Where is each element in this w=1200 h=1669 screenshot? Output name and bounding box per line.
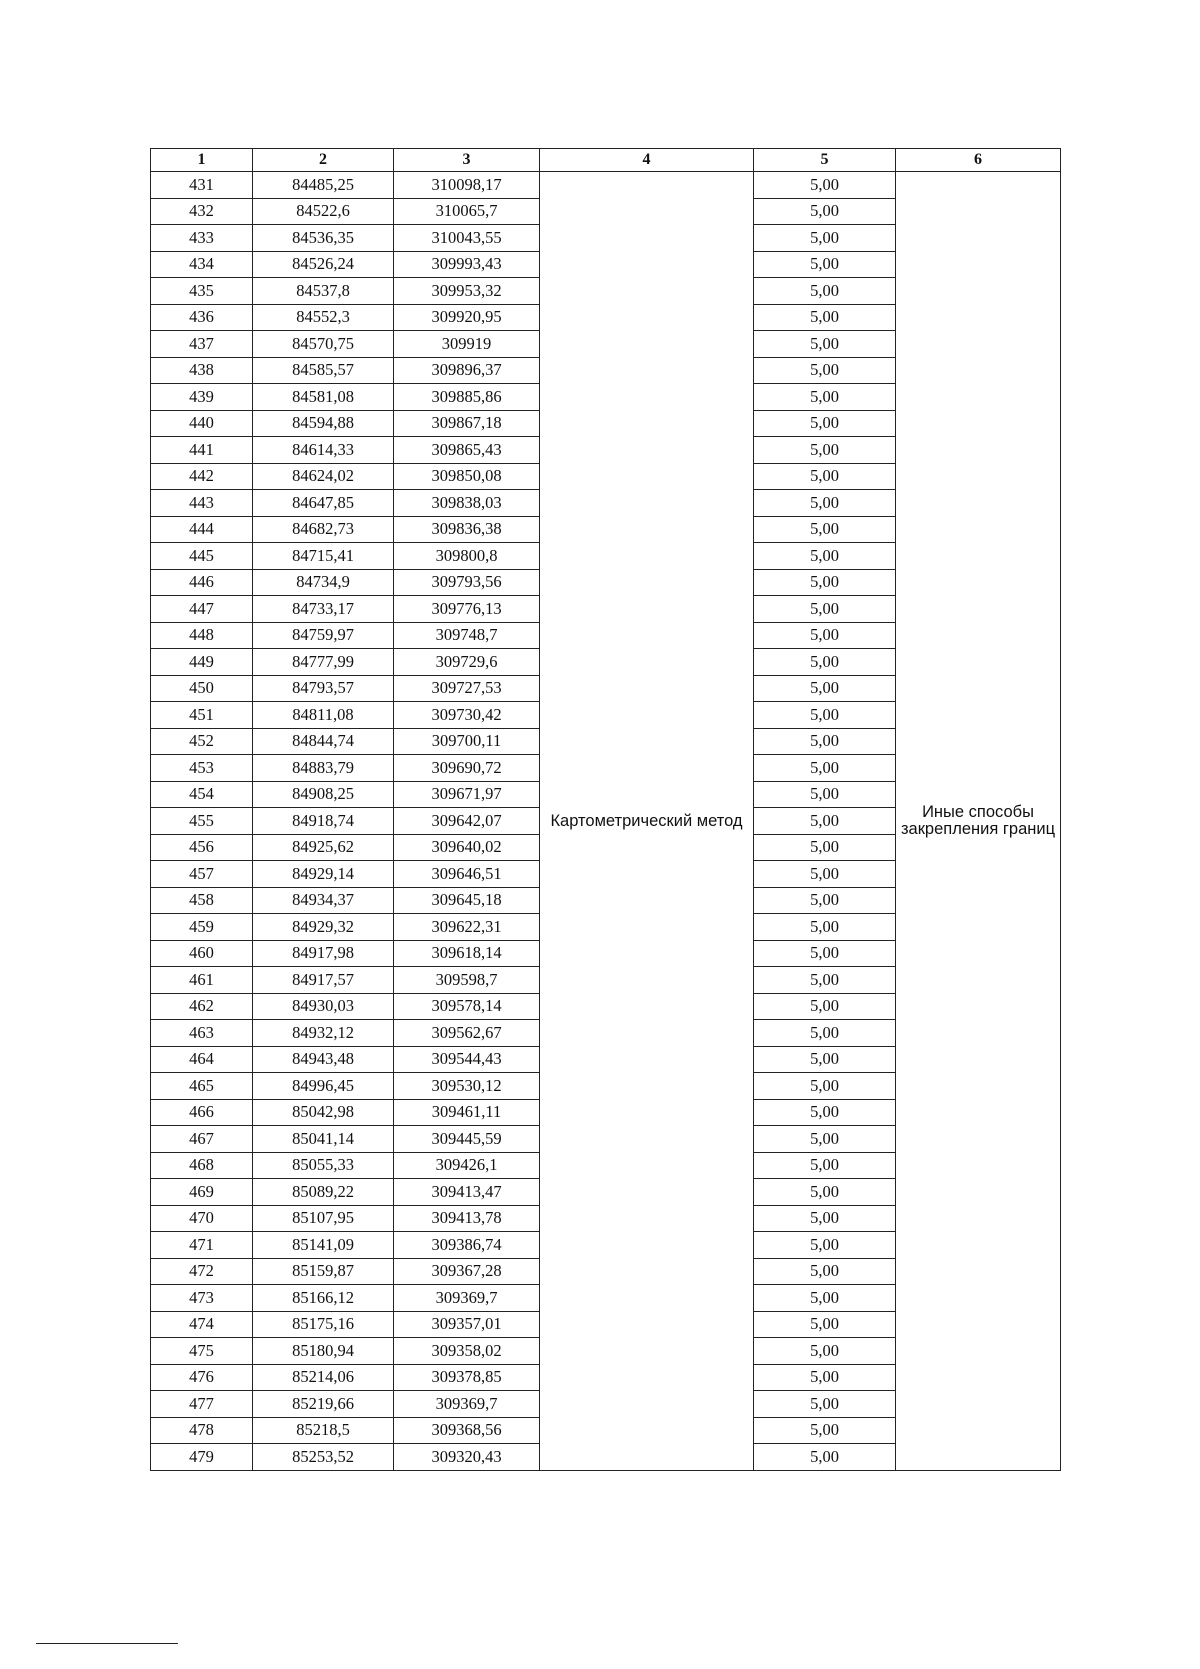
x-coordinate-cell: 85141,09 xyxy=(253,1232,394,1259)
x-coordinate-cell: 85107,95 xyxy=(253,1205,394,1232)
accuracy-cell: 5,00 xyxy=(754,1126,896,1153)
x-coordinate-cell: 84925,62 xyxy=(253,834,394,861)
coordinates-table-container xyxy=(150,148,1060,1471)
x-coordinate-cell: 84917,57 xyxy=(253,967,394,994)
x-coordinate-cell: 84917,98 xyxy=(253,940,394,967)
point-number-cell: 466 xyxy=(151,1099,253,1126)
y-coordinate-cell: 309865,43 xyxy=(394,437,540,464)
accuracy-cell: 5,00 xyxy=(754,887,896,914)
point-number-cell: 446 xyxy=(151,569,253,596)
point-number-cell: 465 xyxy=(151,1073,253,1100)
point-number-cell: 434 xyxy=(151,251,253,278)
accuracy-cell: 5,00 xyxy=(754,834,896,861)
x-coordinate-cell: 85041,14 xyxy=(253,1126,394,1153)
x-coordinate-cell: 84581,08 xyxy=(253,384,394,411)
y-coordinate-cell: 309530,12 xyxy=(394,1073,540,1100)
accuracy-cell: 5,00 xyxy=(754,384,896,411)
accuracy-cell: 5,00 xyxy=(754,1338,896,1365)
accuracy-cell: 5,00 xyxy=(754,1311,896,1338)
x-coordinate-cell: 84715,41 xyxy=(253,543,394,570)
point-number-cell: 442 xyxy=(151,463,253,490)
x-coordinate-cell: 84570,75 xyxy=(253,331,394,358)
y-coordinate-cell: 309646,51 xyxy=(394,861,540,888)
y-coordinate-cell: 309622,31 xyxy=(394,914,540,941)
accuracy-cell: 5,00 xyxy=(754,1258,896,1285)
y-coordinate-cell: 309850,08 xyxy=(394,463,540,490)
y-coordinate-cell: 309919 xyxy=(394,331,540,358)
coordinates-table xyxy=(150,148,1061,1471)
y-coordinate-cell: 309598,7 xyxy=(394,967,540,994)
accuracy-cell: 5,00 xyxy=(754,1417,896,1444)
x-coordinate-cell: 84682,73 xyxy=(253,516,394,543)
x-coordinate-cell: 84624,02 xyxy=(253,463,394,490)
y-coordinate-cell: 309367,28 xyxy=(394,1258,540,1285)
y-coordinate-cell: 309836,38 xyxy=(394,516,540,543)
accuracy-cell: 5,00 xyxy=(754,1205,896,1232)
accuracy-cell: 5,00 xyxy=(754,993,896,1020)
y-coordinate-cell: 309445,59 xyxy=(394,1126,540,1153)
x-coordinate-cell: 84883,79 xyxy=(253,755,394,782)
y-coordinate-cell: 309776,13 xyxy=(394,596,540,623)
x-coordinate-cell: 84777,99 xyxy=(253,649,394,676)
accuracy-cell: 5,00 xyxy=(754,967,896,994)
accuracy-cell: 5,00 xyxy=(754,1232,896,1259)
y-coordinate-cell: 309369,7 xyxy=(394,1391,540,1418)
point-number-cell: 437 xyxy=(151,331,253,358)
x-coordinate-cell: 84844,74 xyxy=(253,728,394,755)
x-coordinate-cell: 84929,14 xyxy=(253,861,394,888)
x-coordinate-cell: 84929,32 xyxy=(253,914,394,941)
point-number-cell: 467 xyxy=(151,1126,253,1153)
accuracy-cell: 5,00 xyxy=(754,914,896,941)
accuracy-cell: 5,00 xyxy=(754,1046,896,1073)
accuracy-cell: 5,00 xyxy=(754,1364,896,1391)
point-number-cell: 479 xyxy=(151,1444,253,1471)
y-coordinate-cell: 309578,14 xyxy=(394,993,540,1020)
point-number-cell: 436 xyxy=(151,304,253,331)
accuracy-cell: 5,00 xyxy=(754,1444,896,1471)
x-coordinate-cell: 85089,22 xyxy=(253,1179,394,1206)
point-number-cell: 475 xyxy=(151,1338,253,1365)
x-coordinate-cell: 85218,5 xyxy=(253,1417,394,1444)
y-coordinate-cell: 309642,07 xyxy=(394,808,540,835)
y-coordinate-cell: 309368,56 xyxy=(394,1417,540,1444)
accuracy-cell: 5,00 xyxy=(754,437,896,464)
point-number-cell: 448 xyxy=(151,622,253,649)
y-coordinate-cell: 309461,11 xyxy=(394,1099,540,1126)
y-coordinate-cell: 309618,14 xyxy=(394,940,540,967)
y-coordinate-cell: 309544,43 xyxy=(394,1046,540,1073)
accuracy-cell: 5,00 xyxy=(754,596,896,623)
y-coordinate-cell: 309378,85 xyxy=(394,1364,540,1391)
accuracy-cell: 5,00 xyxy=(754,490,896,517)
point-number-cell: 443 xyxy=(151,490,253,517)
x-coordinate-cell: 85219,66 xyxy=(253,1391,394,1418)
accuracy-cell: 5,00 xyxy=(754,172,896,199)
accuracy-cell: 5,00 xyxy=(754,728,896,755)
point-number-cell: 447 xyxy=(151,596,253,623)
accuracy-cell: 5,00 xyxy=(754,516,896,543)
accuracy-cell: 5,00 xyxy=(754,278,896,305)
y-coordinate-cell: 309320,43 xyxy=(394,1444,540,1471)
y-coordinate-cell: 309748,7 xyxy=(394,622,540,649)
x-coordinate-cell: 85042,98 xyxy=(253,1099,394,1126)
accuracy-cell: 5,00 xyxy=(754,304,896,331)
point-number-cell: 471 xyxy=(151,1232,253,1259)
column-header-3: 3 xyxy=(394,149,540,172)
point-number-cell: 468 xyxy=(151,1152,253,1179)
column-header-1: 1 xyxy=(151,149,253,172)
y-coordinate-cell: 309700,11 xyxy=(394,728,540,755)
y-coordinate-cell: 309426,1 xyxy=(394,1152,540,1179)
accuracy-cell: 5,00 xyxy=(754,702,896,729)
point-number-cell: 453 xyxy=(151,755,253,782)
point-number-cell: 470 xyxy=(151,1205,253,1232)
accuracy-cell: 5,00 xyxy=(754,755,896,782)
fixing-method-cell: Иные способы закрепления границ xyxy=(896,172,1061,1471)
x-coordinate-cell: 84811,08 xyxy=(253,702,394,729)
point-number-cell: 449 xyxy=(151,649,253,676)
accuracy-cell: 5,00 xyxy=(754,463,896,490)
x-coordinate-cell: 84734,9 xyxy=(253,569,394,596)
point-number-cell: 435 xyxy=(151,278,253,305)
accuracy-cell: 5,00 xyxy=(754,1179,896,1206)
y-coordinate-cell: 309920,95 xyxy=(394,304,540,331)
accuracy-cell: 5,00 xyxy=(754,1099,896,1126)
accuracy-cell: 5,00 xyxy=(754,357,896,384)
footnote-separator xyxy=(36,1643,178,1644)
y-coordinate-cell: 309993,43 xyxy=(394,251,540,278)
x-coordinate-cell: 85166,12 xyxy=(253,1285,394,1312)
point-number-cell: 432 xyxy=(151,198,253,225)
x-coordinate-cell: 84793,57 xyxy=(253,675,394,702)
point-number-cell: 438 xyxy=(151,357,253,384)
y-coordinate-cell: 310065,7 xyxy=(394,198,540,225)
y-coordinate-cell: 309413,47 xyxy=(394,1179,540,1206)
accuracy-cell: 5,00 xyxy=(754,1073,896,1100)
point-number-cell: 440 xyxy=(151,410,253,437)
y-coordinate-cell: 309671,97 xyxy=(394,781,540,808)
y-coordinate-cell: 310098,17 xyxy=(394,172,540,199)
x-coordinate-cell: 84614,33 xyxy=(253,437,394,464)
point-number-cell: 441 xyxy=(151,437,253,464)
point-number-cell: 454 xyxy=(151,781,253,808)
x-coordinate-cell: 84930,03 xyxy=(253,993,394,1020)
point-number-cell: 459 xyxy=(151,914,253,941)
accuracy-cell: 5,00 xyxy=(754,569,896,596)
x-coordinate-cell: 85055,33 xyxy=(253,1152,394,1179)
accuracy-cell: 5,00 xyxy=(754,251,896,278)
x-coordinate-cell: 85214,06 xyxy=(253,1364,394,1391)
point-number-cell: 461 xyxy=(151,967,253,994)
accuracy-cell: 5,00 xyxy=(754,649,896,676)
point-number-cell: 431 xyxy=(151,172,253,199)
accuracy-cell: 5,00 xyxy=(754,622,896,649)
y-coordinate-cell: 309867,18 xyxy=(394,410,540,437)
x-coordinate-cell: 84934,37 xyxy=(253,887,394,914)
point-number-cell: 445 xyxy=(151,543,253,570)
y-coordinate-cell: 309727,53 xyxy=(394,675,540,702)
accuracy-cell: 5,00 xyxy=(754,543,896,570)
y-coordinate-cell: 309729,6 xyxy=(394,649,540,676)
point-number-cell: 451 xyxy=(151,702,253,729)
x-coordinate-cell: 84943,48 xyxy=(253,1046,394,1073)
y-coordinate-cell: 309953,32 xyxy=(394,278,540,305)
point-number-cell: 460 xyxy=(151,940,253,967)
point-number-cell: 474 xyxy=(151,1311,253,1338)
y-coordinate-cell: 309357,01 xyxy=(394,1311,540,1338)
point-number-cell: 450 xyxy=(151,675,253,702)
point-number-cell: 472 xyxy=(151,1258,253,1285)
x-coordinate-cell: 85180,94 xyxy=(253,1338,394,1365)
point-number-cell: 458 xyxy=(151,887,253,914)
accuracy-cell: 5,00 xyxy=(754,1391,896,1418)
accuracy-cell: 5,00 xyxy=(754,861,896,888)
y-coordinate-cell: 309730,42 xyxy=(394,702,540,729)
accuracy-cell: 5,00 xyxy=(754,781,896,808)
accuracy-cell: 5,00 xyxy=(754,940,896,967)
point-number-cell: 444 xyxy=(151,516,253,543)
accuracy-cell: 5,00 xyxy=(754,808,896,835)
point-number-cell: 463 xyxy=(151,1020,253,1047)
x-coordinate-cell: 84996,45 xyxy=(253,1073,394,1100)
y-coordinate-cell: 309793,56 xyxy=(394,569,540,596)
point-number-cell: 439 xyxy=(151,384,253,411)
x-coordinate-cell: 84932,12 xyxy=(253,1020,394,1047)
x-coordinate-cell: 85175,16 xyxy=(253,1311,394,1338)
point-number-cell: 473 xyxy=(151,1285,253,1312)
x-coordinate-cell: 85159,87 xyxy=(253,1258,394,1285)
column-header-2: 2 xyxy=(253,149,394,172)
method-cell: Картометрический метод xyxy=(540,172,754,1471)
x-coordinate-cell: 84552,3 xyxy=(253,304,394,331)
table-body xyxy=(151,172,1061,1471)
accuracy-cell: 5,00 xyxy=(754,1285,896,1312)
point-number-cell: 476 xyxy=(151,1364,253,1391)
accuracy-cell: 5,00 xyxy=(754,198,896,225)
y-coordinate-cell: 309690,72 xyxy=(394,755,540,782)
point-number-cell: 464 xyxy=(151,1046,253,1073)
y-coordinate-cell: 309800,8 xyxy=(394,543,540,570)
accuracy-cell: 5,00 xyxy=(754,331,896,358)
x-coordinate-cell: 85253,52 xyxy=(253,1444,394,1471)
y-coordinate-cell: 309413,78 xyxy=(394,1205,540,1232)
x-coordinate-cell: 84733,17 xyxy=(253,596,394,623)
header-row xyxy=(151,149,1061,172)
x-coordinate-cell: 84526,24 xyxy=(253,251,394,278)
x-coordinate-cell: 84536,35 xyxy=(253,225,394,252)
accuracy-cell: 5,00 xyxy=(754,1152,896,1179)
y-coordinate-cell: 309838,03 xyxy=(394,490,540,517)
point-number-cell: 457 xyxy=(151,861,253,888)
y-coordinate-cell: 309358,02 xyxy=(394,1338,540,1365)
y-coordinate-cell: 309369,7 xyxy=(394,1285,540,1312)
accuracy-cell: 5,00 xyxy=(754,1020,896,1047)
accuracy-cell: 5,00 xyxy=(754,675,896,702)
y-coordinate-cell: 309896,37 xyxy=(394,357,540,384)
y-coordinate-cell: 309645,18 xyxy=(394,887,540,914)
y-coordinate-cell: 310043,55 xyxy=(394,225,540,252)
point-number-cell: 469 xyxy=(151,1179,253,1206)
x-coordinate-cell: 84908,25 xyxy=(253,781,394,808)
x-coordinate-cell: 84522,6 xyxy=(253,198,394,225)
x-coordinate-cell: 84759,97 xyxy=(253,622,394,649)
point-number-cell: 455 xyxy=(151,808,253,835)
point-number-cell: 456 xyxy=(151,834,253,861)
x-coordinate-cell: 84585,57 xyxy=(253,357,394,384)
y-coordinate-cell: 309640,02 xyxy=(394,834,540,861)
x-coordinate-cell: 84537,8 xyxy=(253,278,394,305)
accuracy-cell: 5,00 xyxy=(754,410,896,437)
column-header-5: 5 xyxy=(754,149,896,172)
point-number-cell: 478 xyxy=(151,1417,253,1444)
column-header-4: 4 xyxy=(540,149,754,172)
x-coordinate-cell: 84918,74 xyxy=(253,808,394,835)
table-row xyxy=(151,172,1061,199)
x-coordinate-cell: 84485,25 xyxy=(253,172,394,199)
accuracy-cell: 5,00 xyxy=(754,225,896,252)
column-header-6: 6 xyxy=(896,149,1061,172)
x-coordinate-cell: 84647,85 xyxy=(253,490,394,517)
y-coordinate-cell: 309562,67 xyxy=(394,1020,540,1047)
x-coordinate-cell: 84594,88 xyxy=(253,410,394,437)
y-coordinate-cell: 309885,86 xyxy=(394,384,540,411)
point-number-cell: 462 xyxy=(151,993,253,1020)
point-number-cell: 452 xyxy=(151,728,253,755)
point-number-cell: 433 xyxy=(151,225,253,252)
point-number-cell: 477 xyxy=(151,1391,253,1418)
y-coordinate-cell: 309386,74 xyxy=(394,1232,540,1259)
